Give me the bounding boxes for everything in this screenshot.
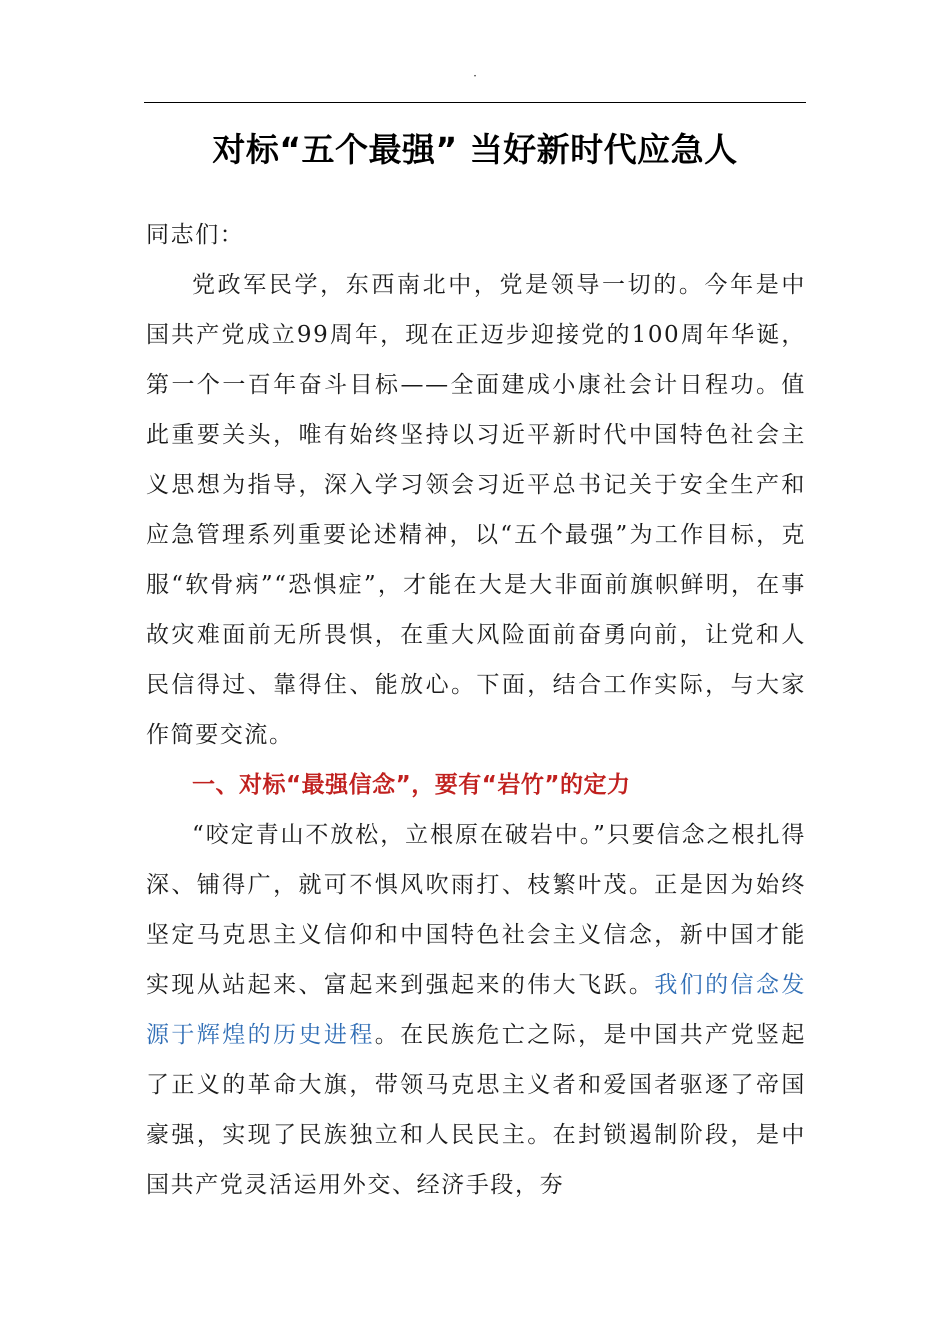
header-rule — [144, 102, 806, 103]
section-1-heading: 一、对标“最强信念”，要有“岩竹”的定力 — [192, 772, 631, 798]
header-mark: · — [473, 69, 477, 83]
paragraph-lead-text: “咬定青山不放松，立根原在破岩中。”只要信念之根扎得深、铺得广，就可不惧风吹雨打、枝繁叶茂。正是因为始终坚定马克思主义信仰和中国特色社会主义信念，新中国才能实现从站起来、富起来到强起来的伟大飞跃。 — [146, 822, 806, 998]
page-title: 对标“五个最强” 当好新时代应急人 — [212, 130, 738, 169]
intro-paragraph: 党政军民学，东西南北中，党是领导一切的。今年是中国共产党成立99周年，现在正迈步迎接党的100周年华诞，第一个一百年奋斗目标——全面建成小康社会计日程功。值此重要关头，唯有始终坚持以习近平新时代中国特色社会主义思想为指导，深入学习领会习近平总书记关于安全生产和应急管理系列重要论述精神，以“五个最强”为工作目标，克服“软骨病”“恐惧症”，才能在大是大非面前旗帜鲜明，在事故灾难面前无所畏惧，在重大风险面前奋勇向前，让党和人民信得过、靠得住、能放心。下面，结合工作实际，与大家作简要交流。 — [146, 272, 806, 748]
document-body — [146, 210, 806, 1210]
highlighted-phrase: 我们的信念发源于辉煌的历史进程 — [146, 972, 806, 1048]
section-1-paragraph — [146, 810, 806, 1210]
salutation: 同志们： — [146, 222, 245, 248]
paragraph-rest-text: 。在民族危亡之际，是中国共产党竖起了正义的革命大旗，带领马克思主义者和爱国者驱逐了帝国豪强，实现了民族独立和人民民主。在封锁遏制阶段，是中国共产党灵活运用外交、经济手段，夯 — [146, 1022, 806, 1198]
